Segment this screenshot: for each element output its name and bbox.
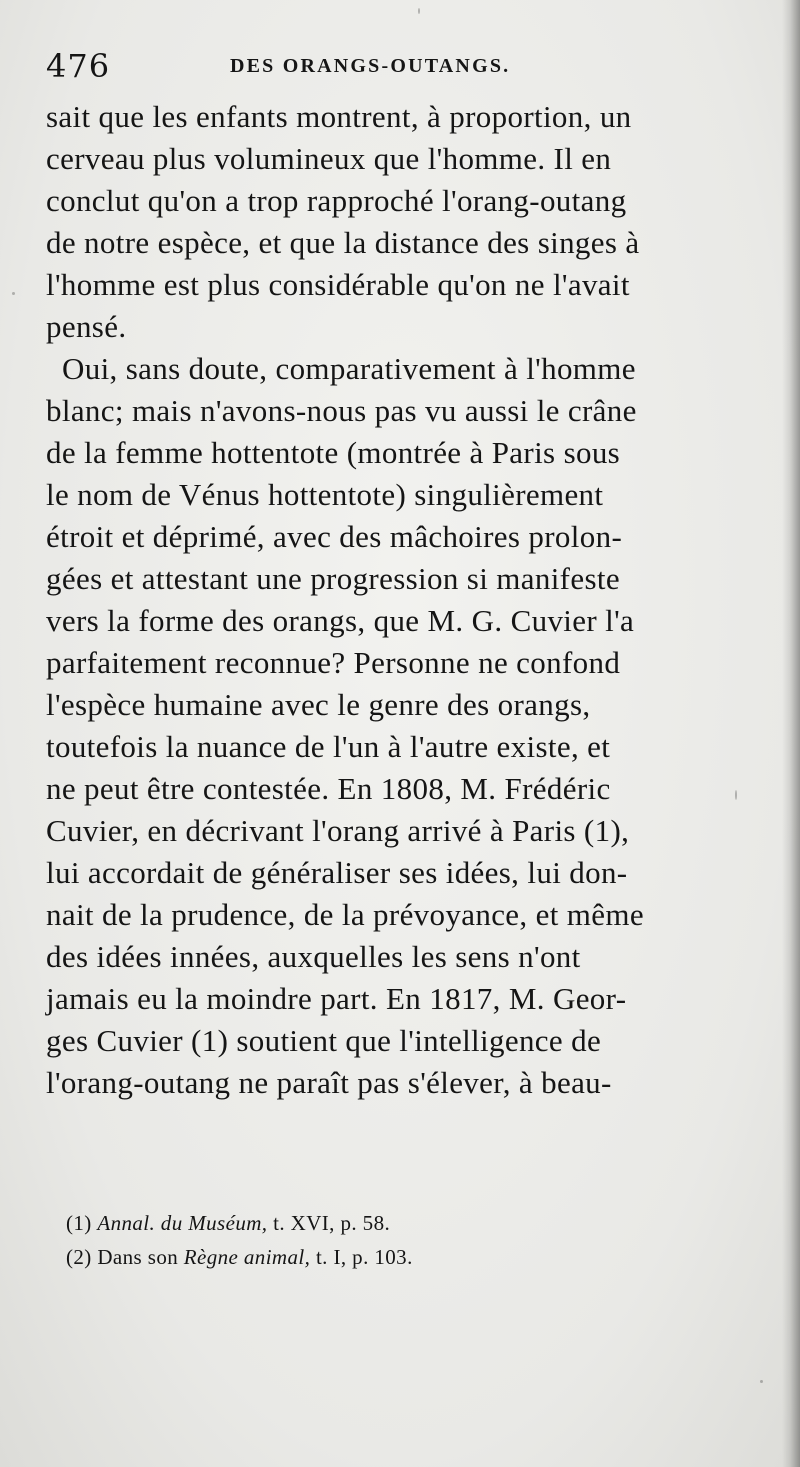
text-line-2: cerveau plus volumineux que l'homme. Il en [46, 141, 612, 176]
footnote-reference: t. I, p. 103. [310, 1245, 413, 1269]
text-line-9: de la femme hottentote (montrée à Paris sous [46, 435, 621, 470]
footnote-source-title: Annal. du Muséum, [97, 1211, 268, 1235]
text-line-13: vers la forme des orangs, que M. G. Cuvier l'a [46, 603, 635, 638]
text-line-3: conclut qu'on a trop rapproché l'orang-outang [46, 183, 627, 218]
text-line-1: sait que les enfants montrent, à proportion, un [46, 99, 632, 134]
text-line-7: Oui, sans doute, comparativement à l'homme [62, 351, 636, 386]
body-text [46, 96, 716, 1104]
footnote-reference: t. XVI, p. 58. [267, 1211, 391, 1235]
text-line-11: étroit et déprimé, avec des mâchoires prolon- [46, 519, 623, 554]
text-line-23: ges Cuvier (1) soutient que l'intelligence de [46, 1023, 602, 1058]
footnote-marker: (2) [66, 1245, 92, 1269]
text-line-20: nait de la prudence, de la prévoyance, et même [46, 897, 644, 932]
paper-speck [418, 8, 420, 14]
text-line-21: des idées innées, auxquelles les sens n'ont [46, 939, 581, 974]
text-line-17: ne peut être contestée. En 1808, M. Frédéric [46, 771, 611, 806]
running-title: DES ORANGS-OUTANGS. [230, 55, 511, 77]
text-line-18: Cuvier, en décrivant l'orang arrivé à Paris (1), [46, 813, 630, 848]
paper-speck [735, 790, 737, 800]
running-head [0, 46, 800, 86]
text-line-8: blanc; mais n'avons-nous pas vu aussi le crâne [46, 393, 637, 428]
footnote-1 [66, 1206, 706, 1240]
text-line-16: toutefois la nuance de l'un à l'autre existe, et [46, 729, 611, 764]
text-line-15: l'espèce humaine avec le genre des orangs, [46, 687, 591, 722]
footnotes [66, 1206, 706, 1274]
text-line-14: parfaitement reconnue? Personne ne confond [46, 645, 621, 680]
paper-speck [12, 292, 15, 295]
text-line-24: l'orang-outang ne paraît pas s'élever, à beau- [46, 1065, 612, 1100]
text-line-5: l'homme est plus considérable qu'on ne l'avait [46, 267, 630, 302]
text-line-6: pensé. [46, 309, 127, 344]
text-line-4: de notre espèce, et que la distance des singes à [46, 225, 640, 260]
page-number: 476 [46, 47, 111, 85]
text-line-12: gées et attestant une progression si manifeste [46, 561, 620, 596]
footnote-source-title: Règne animal, [183, 1245, 311, 1269]
text-line-10: le nom de Vénus hottentote) singulièrement [46, 477, 604, 512]
footnote-marker: (1) [66, 1211, 92, 1235]
text-line-22: jamais eu la moindre part. En 1817, M. Geor- [46, 981, 627, 1016]
page-edge-shadow [782, 0, 800, 1467]
footnote-2 [66, 1240, 706, 1274]
text-line-19: lui accordait de généraliser ses idées, lui don- [46, 855, 628, 890]
paper-speck [760, 1380, 763, 1383]
footnote-prefix: Dans son [91, 1245, 184, 1269]
